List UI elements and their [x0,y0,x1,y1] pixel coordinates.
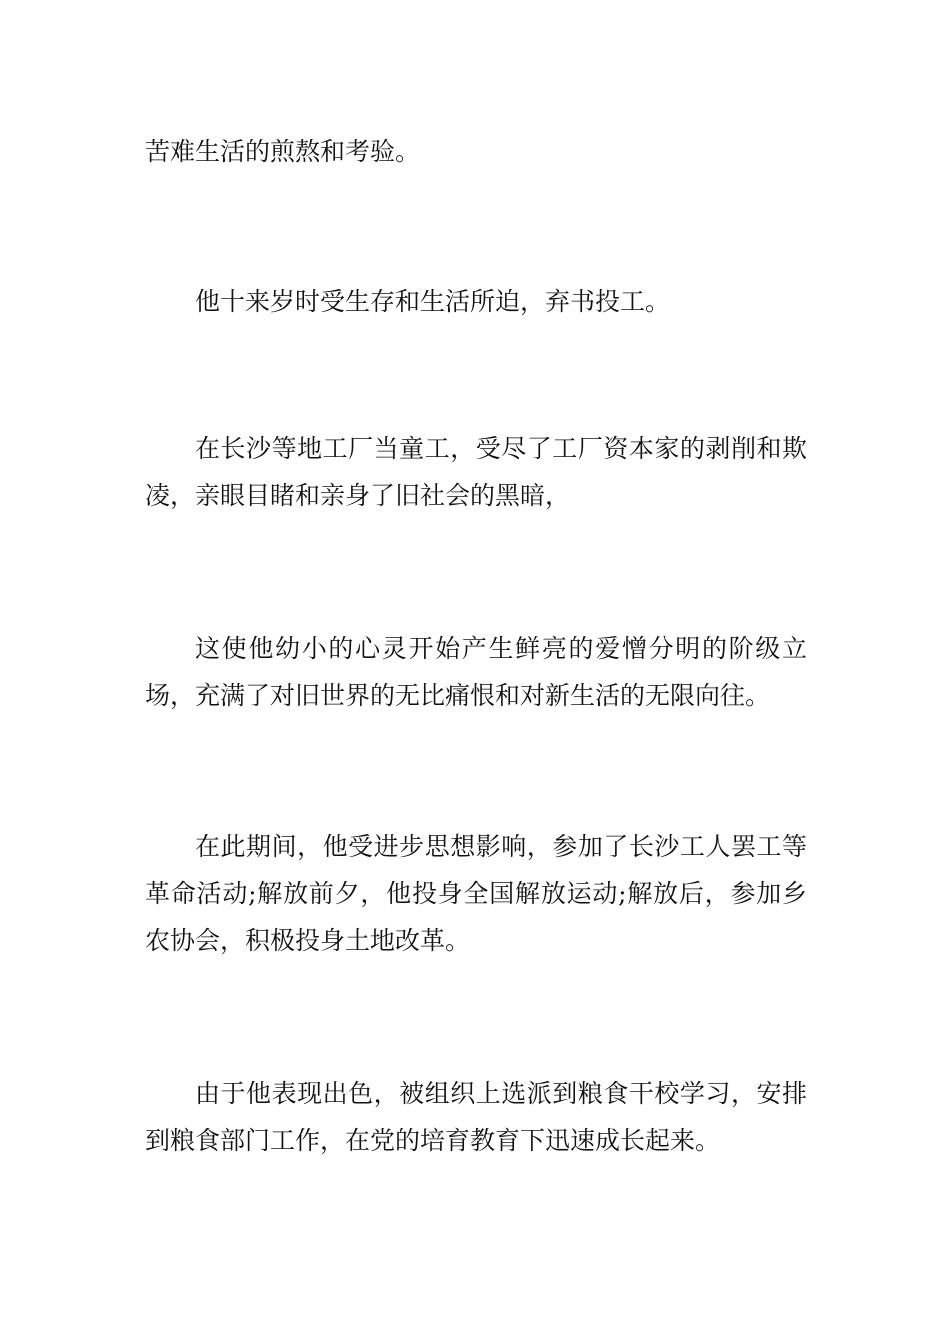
paragraph-2: 在长沙等地工厂当童工，受尽了工厂资本家的剥削和欺凌，亲眼目睹和亲身了旧社会的黑暗， [145,434,807,510]
paragraph-continuation: 苦难生活的煎熬和考验。 [145,137,421,166]
paragraph-1: 他十来岁时受生存和生活所迫，弃书投工。 [195,287,671,316]
paragraph-5: 由于他表现出色，被组织上选派到粮食干校学习，安排到粮食部门工作，在党的培育教育下迅速成长起来。 [145,1079,807,1155]
paragraph-4: 在此期间，他受进步思想影响，参加了长沙工人罢工等革命活动;解放前夕，他投身全国解放运动;解放后，参加乡农协会，积极投身土地改革。 [145,832,807,955]
paragraph-3: 这使他幼小的心灵开始产生鲜亮的爱憎分明的阶级立场，充满了对旧世界的无比痛恨和对新生活的无限向往。 [145,634,807,710]
